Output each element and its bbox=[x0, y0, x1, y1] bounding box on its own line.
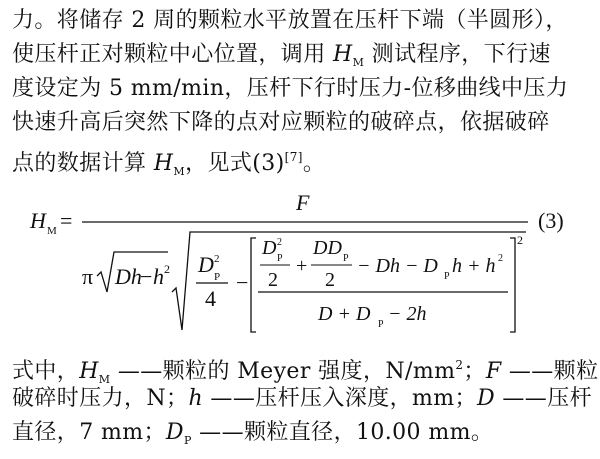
eq-right-bracket bbox=[510, 238, 515, 332]
eq-inner-h-power: 2 bbox=[498, 253, 503, 264]
eq-inner-tail2: h + h bbox=[452, 255, 496, 277]
equation-svg bbox=[0, 188, 600, 348]
eq-h-power: 2 bbox=[164, 262, 170, 276]
subscript-m: M bbox=[98, 373, 111, 386]
symbol-h-small: h bbox=[188, 386, 204, 411]
eq-bracket-power: 2 bbox=[517, 233, 523, 247]
text-run: 力。将储存 2 周的颗粒水平放置在压杆下端（半圆形）， bbox=[12, 8, 568, 33]
eq-numerator: F bbox=[296, 190, 310, 215]
superscript: 2 bbox=[455, 358, 464, 372]
eq-four: 4 bbox=[205, 286, 216, 311]
text-run: ； bbox=[463, 359, 486, 384]
eq-pi: π bbox=[82, 264, 94, 289]
eq-inner-two-2: 2 bbox=[325, 269, 335, 291]
text-run: 破碎时压力，N； bbox=[12, 386, 189, 411]
symbol-f: F bbox=[485, 359, 502, 384]
text-run: 点的数据计算 bbox=[12, 151, 154, 176]
eq-dp: D bbox=[198, 252, 214, 277]
definition-line-2 bbox=[12, 384, 592, 414]
eq-h: h bbox=[153, 264, 164, 289]
eq-minus-2: − bbox=[236, 270, 249, 295]
eq-inner-ddp-sub: P bbox=[343, 253, 349, 264]
eq-inner-two-1: 2 bbox=[268, 269, 278, 291]
eq-bracket-den: D + D bbox=[318, 303, 371, 325]
text-run: ——压杆 bbox=[495, 386, 592, 411]
text-run: ——压杆压入深度，mm； bbox=[203, 386, 477, 411]
text-run: ——颗粒 bbox=[501, 359, 599, 384]
symbol-h: H bbox=[153, 151, 174, 176]
eq-inner-dp-sub: P bbox=[277, 253, 283, 264]
citation-ref: [7] bbox=[284, 150, 303, 164]
eq-minus: − bbox=[140, 264, 153, 289]
eq-left-bracket bbox=[251, 238, 256, 332]
definition-line-3 bbox=[12, 418, 588, 456]
subscript-p: P bbox=[183, 434, 192, 447]
equation-3 bbox=[0, 188, 600, 348]
text-run: 快速升高后突然下降的点对应颗粒的破碎点，依据破碎 bbox=[12, 110, 550, 135]
paragraph-line-1 bbox=[12, 6, 588, 36]
eq-lhs-h: H bbox=[30, 208, 46, 233]
eq-equals: = bbox=[60, 208, 73, 233]
eq-inner-dp: D bbox=[262, 237, 277, 259]
eq-lhs-sub: M bbox=[47, 225, 57, 237]
paragraph-line-5 bbox=[12, 142, 588, 187]
eq-inner-ddp: DD bbox=[313, 237, 342, 259]
text-run: 使压杆正对颗粒中心位置，调用 bbox=[12, 42, 333, 67]
text-run: ——颗粒的 Meyer 强度，N/mm bbox=[110, 359, 456, 384]
symbol-d: D bbox=[476, 386, 495, 411]
eq-number: (3) bbox=[538, 208, 564, 233]
text-run: 测试程序，下行速 bbox=[371, 42, 551, 67]
text-run: 度设定为 5 mm/min，压杆下行时压力-位移曲线中压力 bbox=[12, 76, 569, 101]
eq-bracket-den-sub: P bbox=[378, 319, 384, 330]
eq-bracket-den-tail: − 2h bbox=[388, 303, 427, 325]
eq-plus: + bbox=[296, 255, 308, 277]
symbol-h: H bbox=[333, 42, 353, 67]
eq-inner-tail: − Dh − D bbox=[357, 255, 438, 277]
paragraph-line-2 bbox=[12, 40, 588, 78]
paragraph-line-4 bbox=[12, 108, 588, 138]
subscript-m: M bbox=[352, 56, 365, 69]
text-run: 式中， bbox=[12, 359, 80, 384]
eq-dp-power: 2 bbox=[214, 253, 220, 265]
symbol-d: D bbox=[165, 420, 184, 445]
text-run: 。 bbox=[302, 151, 326, 176]
eq-dp-sub: P bbox=[214, 271, 221, 283]
paragraph-line-3 bbox=[12, 74, 588, 104]
eq-inner-dp-power: 2 bbox=[277, 237, 282, 248]
text-run: 直径，7 mm； bbox=[12, 420, 166, 445]
subscript-m: M bbox=[173, 165, 186, 178]
eq-dh: Dh bbox=[115, 264, 142, 289]
eq-inner-tail-sub: P bbox=[444, 271, 450, 282]
text-run: ——颗粒直径，10.00 mm。 bbox=[191, 420, 494, 445]
text-run: ，见式(3) bbox=[185, 151, 285, 176]
symbol-h: H bbox=[79, 359, 99, 384]
